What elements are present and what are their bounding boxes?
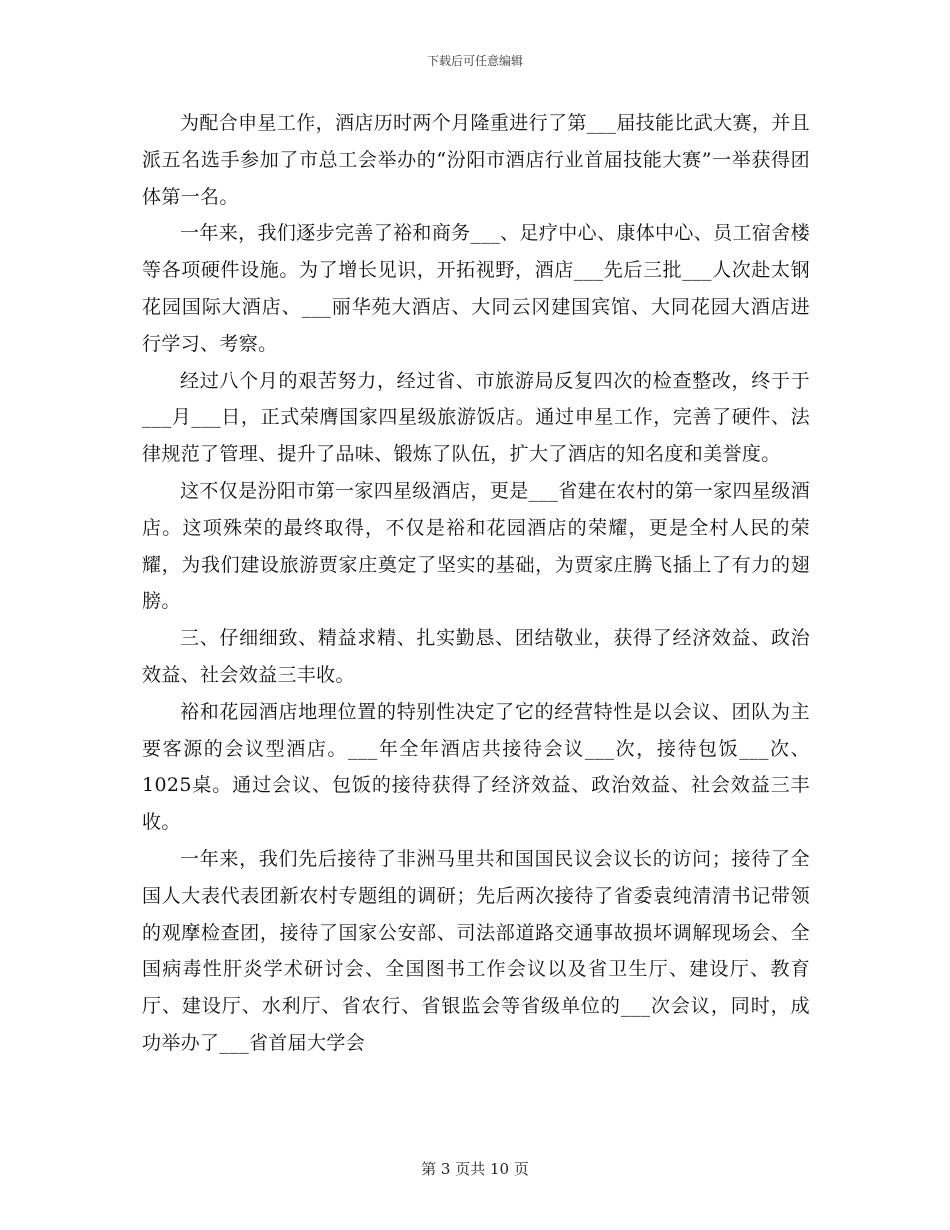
paragraph: 为配合申星工作，酒店历时两个月隆重进行了第___届技能比武大赛，并且派五名选手参加了市总工会举办的“汾阳市酒店行业首届技能大赛”一举获得团体第一名。: [142, 112, 810, 208]
page-footer: 第 3 页共 10 页: [421, 1160, 529, 1178]
paragraph: 经过八个月的艰苦努力，经过省、市旅游局反复四次的检查整改，终于于___月___日，正式荣膺国家四星级旅游饭店。通过申星工作，完善了硬件、法律规范了管理、提升了品味、锻炼了队伍，扩大了酒店的知名度和美誉度。: [142, 369, 810, 466]
document-body: [142, 105, 810, 1062]
paragraph: 三、仔细细致、精益求精、扎实勤恳、团结敬业，获得了经济效益、政治效益、社会效益三丰收。: [142, 627, 810, 686]
paragraph: 这不仅是汾阳市第一家四星级酒店，更是___省建在农村的第一家四星级酒店。这项殊荣的最终取得，不仅是裕和花园酒店的荣耀，更是全村人民的荣耀，为我们建设旅游贾家庄奠定了坚实的基础，为贾家庄腾飞插上了有力的翅膀。: [142, 479, 810, 613]
paragraph: 裕和花园酒店地理位置的特别性决定了它的经营特性是以会议、团队为主要客源的会议型酒店。___年全年酒店共接待会议___次，接待包饭___次、1025桌。通过会议、包饭的接待获得了经济效益、政治效益、社会效益三丰收。: [142, 700, 810, 834]
page-header: 下载后可任意编辑: [426, 54, 523, 68]
paragraph: 一年来，我们先后接待了非洲马里共和国国民议会议长的访问；接待了全国人大表代表团新农村专题组的调研；先后两次接待了省委袁纯清清书记带领的观摩检查团，接待了国家公安部、司法部道路交通事故损坏调解现场会、全国病毒性肝炎学术研讨会、全国图书工作会议以及省卫生厅、建设厅、教育厅、建设厅、水利厅、省农行、省银监会等省级单位的___次会议，同时，成功举办了___省首届大学会: [142, 847, 810, 1054]
paragraph: 一年来，我们逐步完善了裕和商务___、足疗中心、康体中心、员工宿舍楼等各项硬件设施。为了增长见识，开拓视野，酒店___先后三批___人次赴太钢花园国际大酒店、___丽华苑大酒店、大同云冈建国宾馆、大同花园大酒店进行学习、考察。: [142, 222, 810, 355]
